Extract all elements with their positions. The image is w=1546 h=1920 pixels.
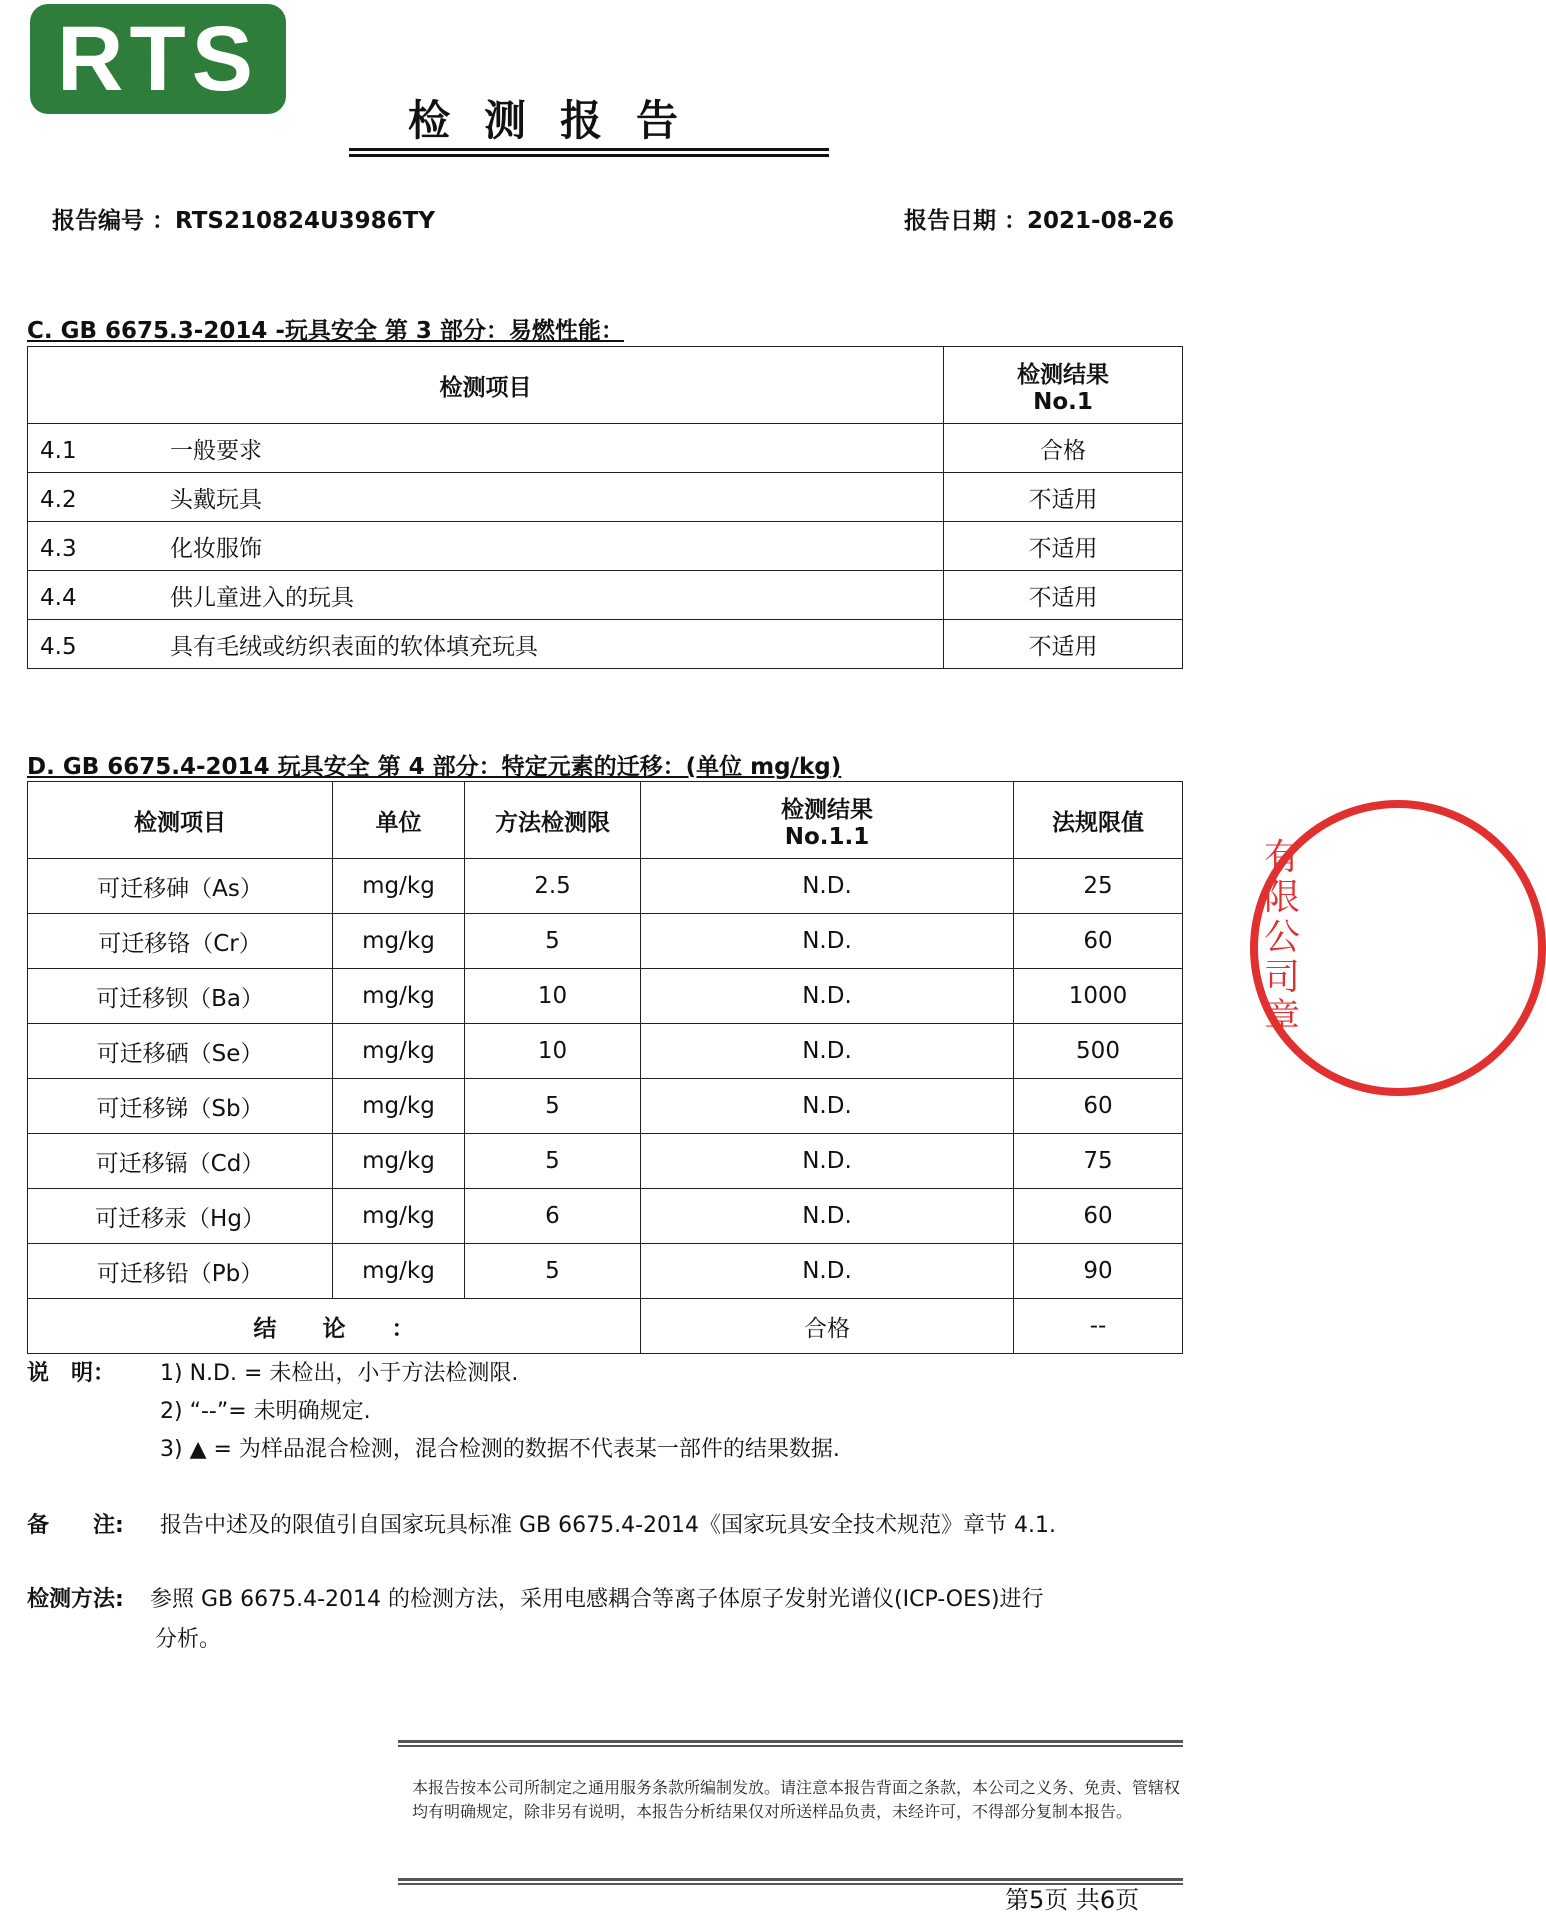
seal-text: 有限公司 章 — [1264, 837, 1301, 1038]
report-number — [52, 202, 435, 235]
method-text-2: 分析。 — [155, 1627, 222, 1652]
report-date — [904, 202, 1174, 235]
conclusion-label: 结 论 ： — [28, 1299, 641, 1354]
mdl-cell: 5 — [465, 914, 641, 969]
clause-number: 4.5 — [40, 633, 77, 660]
item-cell: 可迁移铅（Pb） — [28, 1244, 333, 1299]
unit-cell: mg/kg — [333, 1244, 465, 1299]
table-row — [28, 969, 1183, 1024]
limit-cell: 500 — [1014, 1024, 1183, 1079]
note-3: 3) ▲ = 为样品混合检测，混合检测的数据不代表某一部件的结果数据. — [160, 1437, 840, 1462]
mdl-cell: 5 — [465, 1244, 641, 1299]
item-cell: 可迁移汞（Hg） — [28, 1189, 333, 1244]
item-cell — [28, 424, 944, 473]
note-2: 2) “--”= 未明确规定. — [160, 1399, 371, 1424]
mdl-cell: 5 — [465, 1134, 641, 1189]
col-mdl: 方法检测限 — [465, 782, 641, 859]
unit-cell: mg/kg — [333, 859, 465, 914]
limit-cell: 75 — [1014, 1134, 1183, 1189]
limit-cell: 60 — [1014, 1079, 1183, 1134]
item-name: 供儿童进入的玩具 — [170, 584, 354, 611]
method-label: 检测方法: — [27, 1587, 124, 1612]
item-cell: 可迁移镉（Cd） — [28, 1134, 333, 1189]
report-date-label: 报告日期 ： — [904, 208, 1028, 234]
item-name: 化妆服饰 — [170, 535, 262, 562]
footer-rule-top — [398, 1740, 1183, 1747]
report-title: 检测报告 — [407, 96, 712, 145]
notes-label: 说 明： — [27, 1361, 116, 1386]
report-number-value: RTS210824U3986TY — [175, 208, 436, 234]
result-cell: 不适用 — [944, 522, 1183, 571]
mdl-cell: 2.5 — [465, 859, 641, 914]
result-cell: N.D. — [641, 969, 1014, 1024]
item-name: 头戴玩具 — [170, 486, 262, 513]
table-row — [28, 1079, 1183, 1134]
company-seal — [1250, 800, 1546, 1096]
clause-number: 4.1 — [40, 437, 77, 464]
col-result — [641, 782, 1014, 859]
conclusion-row — [28, 1299, 1183, 1354]
item-cell — [28, 473, 944, 522]
unit-cell: mg/kg — [333, 1024, 465, 1079]
report-number-label: 报告编号 ： — [52, 208, 176, 234]
report-date-value: 2021-08-26 — [1027, 208, 1175, 234]
result-cell: N.D. — [641, 1189, 1014, 1244]
migration-table — [27, 781, 1183, 1354]
section-d-title: D. GB 6675.4-2014 玩具安全 第 4 部分：特定元素的迁移：(单位 mg/kg) — [27, 754, 842, 780]
section-c-title: C. GB 6675.3-2014 -玩具安全 第 3 部分：易燃性能： — [27, 318, 624, 344]
remark-label: 备 注: — [27, 1513, 124, 1538]
item-cell: 可迁移锑（Sb） — [28, 1079, 333, 1134]
col-result — [944, 347, 1183, 424]
table-row — [28, 1244, 1183, 1299]
item-cell: 可迁移铬（Cr） — [28, 914, 333, 969]
result-cell: N.D. — [641, 1079, 1014, 1134]
table-row — [28, 914, 1183, 969]
table-row — [28, 571, 1183, 620]
page-number: 第5页 共6页 — [1005, 1886, 1140, 1914]
result-cell: 不适用 — [944, 620, 1183, 669]
table-row — [28, 1189, 1183, 1244]
result-cell: 不适用 — [944, 571, 1183, 620]
item-cell — [28, 571, 944, 620]
rts-logo: RTS — [30, 4, 286, 114]
result-cell: N.D. — [641, 1024, 1014, 1079]
limit-cell: 60 — [1014, 1189, 1183, 1244]
clause-number: 4.3 — [40, 535, 77, 562]
item-cell — [28, 522, 944, 571]
result-cell: 合格 — [944, 424, 1183, 473]
col-item: 检测项目 — [28, 347, 944, 424]
col-limit: 法规限值 — [1014, 782, 1183, 859]
unit-cell: mg/kg — [333, 1079, 465, 1134]
table-row — [28, 522, 1183, 571]
unit-cell: mg/kg — [333, 1189, 465, 1244]
mdl-cell: 6 — [465, 1189, 641, 1244]
result-cell: N.D. — [641, 1134, 1014, 1189]
unit-cell: mg/kg — [333, 914, 465, 969]
result-cell: N.D. — [641, 1244, 1014, 1299]
col-result-label: 检测结果 — [781, 796, 873, 823]
flammability-table — [27, 346, 1183, 669]
col-unit: 单位 — [333, 782, 465, 859]
result-cell: N.D. — [641, 914, 1014, 969]
item-cell: 可迁移砷（As） — [28, 859, 333, 914]
clause-number: 4.2 — [40, 486, 77, 513]
note-1: 1) N.D. = 未检出，小于方法检测限. — [160, 1361, 519, 1386]
result-cell: 不适用 — [944, 473, 1183, 522]
method-text: 参照 GB 6675.4-2014 的检测方法，采用电感耦合等离子体原子发射光谱仪(ICP-OES)进行 — [150, 1587, 1044, 1612]
item-name: 一般要求 — [170, 437, 262, 464]
item-cell: 可迁移钡（Ba） — [28, 969, 333, 1024]
col-result-label: 检测结果 — [1017, 361, 1109, 388]
table-row — [28, 1024, 1183, 1079]
table-row — [28, 424, 1183, 473]
mdl-cell: 10 — [465, 1024, 641, 1079]
table-row — [28, 859, 1183, 914]
col-sample-label: No.1.1 — [784, 823, 870, 850]
limit-cell: 1000 — [1014, 969, 1183, 1024]
clause-number: 4.4 — [40, 584, 77, 611]
conclusion-limit: -- — [1014, 1299, 1183, 1354]
mdl-cell: 5 — [465, 1079, 641, 1134]
table-row — [28, 473, 1183, 522]
disclaimer: 本报告按本公司所制定之通用服务条款所编制发放。请注意本报告背面之条款，本公司之义务、免责、管辖权均有明确规定，除非另有说明，本报告分析结果仅对所送样品负责，未经许可，不得部分复制本报告。 — [412, 1778, 1181, 1821]
table-row — [28, 620, 1183, 669]
col-item: 检测项目 — [28, 782, 333, 859]
mdl-cell: 10 — [465, 969, 641, 1024]
limit-cell: 90 — [1014, 1244, 1183, 1299]
conclusion-result: 合格 — [641, 1299, 1014, 1354]
result-cell: N.D. — [641, 859, 1014, 914]
title-underline — [349, 148, 829, 157]
item-cell: 可迁移硒（Se） — [28, 1024, 333, 1079]
table-row — [28, 1134, 1183, 1189]
unit-cell: mg/kg — [333, 1134, 465, 1189]
limit-cell: 25 — [1014, 859, 1183, 914]
unit-cell: mg/kg — [333, 969, 465, 1024]
col-sample-label: No.1 — [1033, 388, 1093, 415]
item-name: 具有毛绒或纺织表面的软体填充玩具 — [170, 633, 538, 660]
item-cell — [28, 620, 944, 669]
remark-text: 报告中述及的限值引自国家玩具标准 GB 6675.4-2014《国家玩具安全技术规范》章节 4.1. — [160, 1513, 1057, 1538]
limit-cell: 60 — [1014, 914, 1183, 969]
